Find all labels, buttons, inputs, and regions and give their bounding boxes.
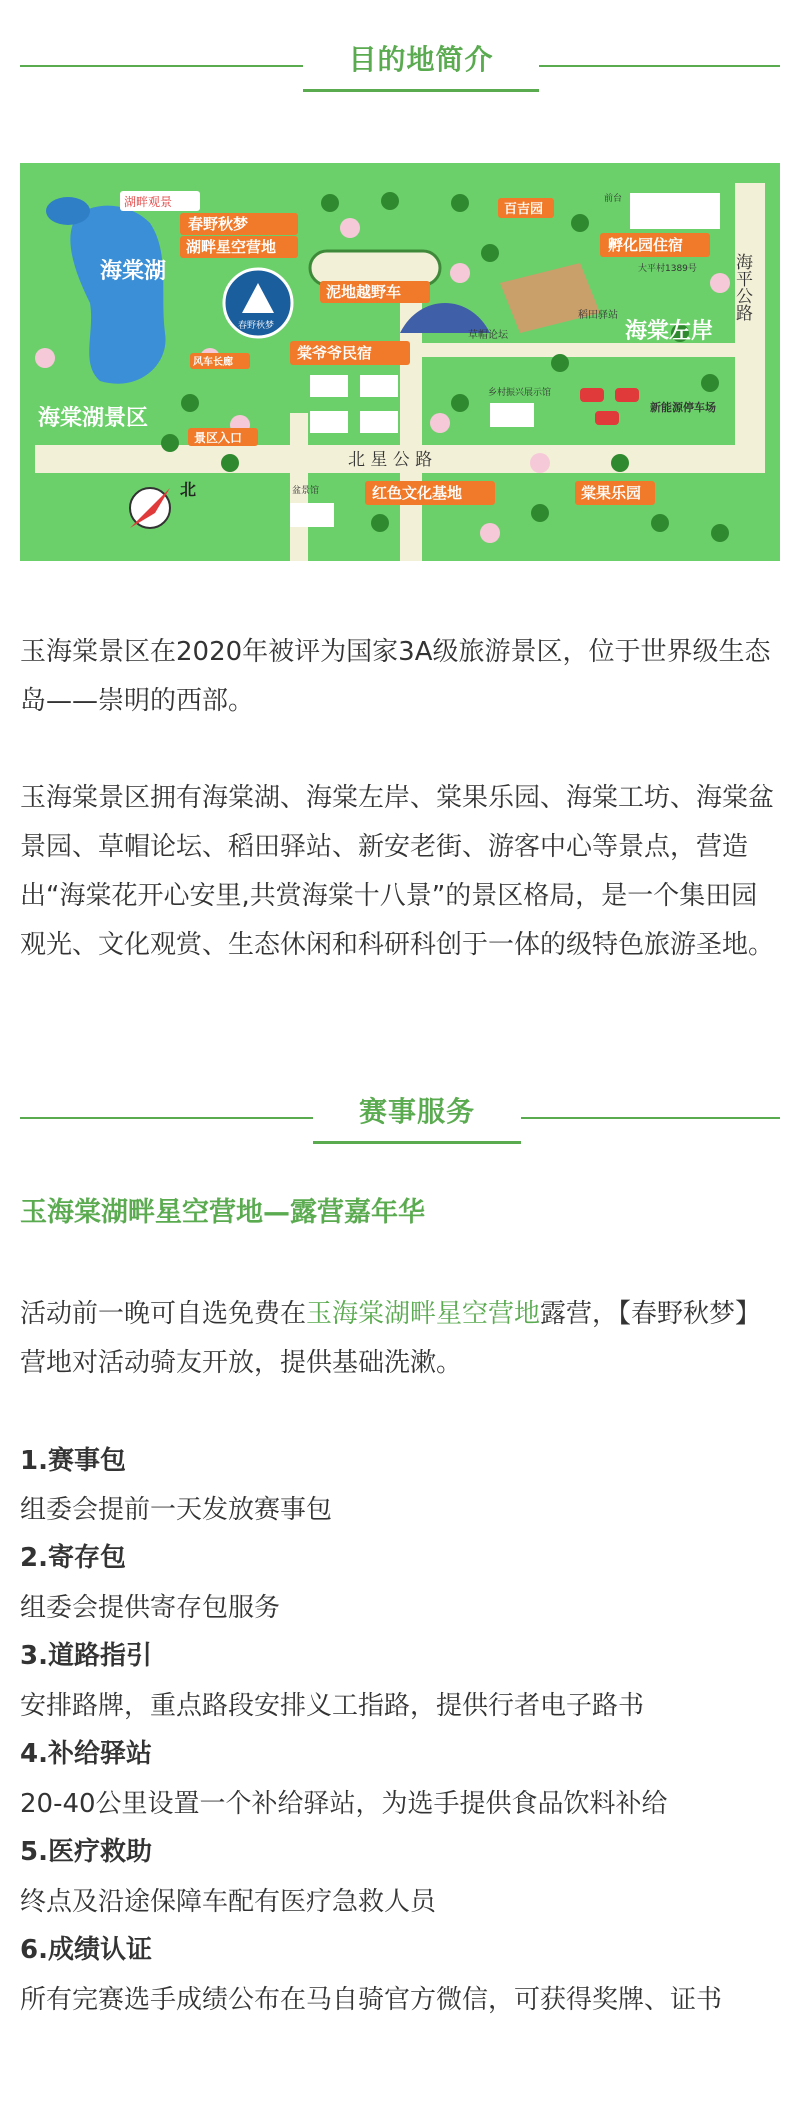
label-address: 大平村1389号 (638, 264, 697, 274)
label-chunye: 春野秋梦 (188, 215, 249, 233)
label-road-h: 北 星 公 路 (348, 450, 433, 470)
label-ev: 新能源停车场 (650, 401, 716, 414)
map-svg (20, 163, 780, 561)
camp-subtitle: 玉海棠湖畔星空营地—露营嘉年华 (20, 1197, 425, 1228)
camp-logo-text: 春野秋梦 (238, 321, 275, 331)
road-vertical (735, 183, 765, 473)
section-header-intro (20, 30, 780, 90)
label-red-base: 红色文化基地 (372, 484, 463, 502)
service-desc-3: 安排路牌，重点路段安排义工指路，提供行者电子路书 (20, 1691, 645, 1721)
title-underline (313, 1141, 521, 1144)
section-title: 赛事服务 (358, 1095, 475, 1128)
label-homestay: 棠爷爷民宿 (297, 344, 373, 362)
label-baijiyuan: 百吉园 (504, 202, 544, 217)
section-title-wrap (303, 40, 539, 92)
lake-label: 海棠湖 (100, 259, 167, 284)
road-middle (400, 263, 422, 561)
label-lake-area: 海棠湖景区 (38, 406, 149, 431)
label-orchard: 棠果乐园 (581, 484, 642, 502)
service-title-3: 3.道路指引 (20, 1641, 152, 1671)
lake-shape (70, 206, 165, 384)
divider-line-left (20, 65, 303, 67)
scenic-area-map (20, 163, 780, 561)
section-header-services (20, 1082, 780, 1142)
label-farm-stay: 孵化园住宿 (608, 236, 684, 254)
label-front-desk: 前台 (604, 194, 623, 204)
divider-line-right (521, 1117, 780, 1119)
service-desc-6: 所有完赛选手成绩公布在马自骑官方微信，可获得奖牌、证书 (20, 1985, 723, 2015)
divider-line-left (20, 1117, 313, 1119)
service-title-6: 6.成绩认证 (20, 1935, 152, 1965)
road-inner (420, 343, 740, 357)
mud-track (310, 251, 440, 285)
label-road-v: 海平公路 (732, 253, 752, 321)
label-lake-view: 湖畔观景 (124, 195, 173, 209)
label-mud: 泥地越野车 (326, 283, 402, 301)
intro-paragraph-2: 玉海棠景区拥有海棠湖、海棠左岸、棠果乐园、海棠工坊、海棠盆景园、草帽论坛、稻田驿站、新安老街、游客中心等景点，营造出“海棠花开心安里,共赏海棠十八景”的景区格局，是一个集田园观光、文化观赏、生态休闲和科研科创于一体的级特色旅游圣地。 (20, 783, 775, 960)
service-title-1: 1.赛事包 (20, 1446, 126, 1476)
label-forum: 草帽论坛 (468, 330, 508, 341)
service-title-2: 2.寄存包 (20, 1543, 126, 1573)
label-entrance: 景区入口 (194, 431, 243, 445)
camp-description (20, 1290, 780, 1388)
label-left-bank: 海棠左岸 (625, 319, 714, 344)
service-title-4: 4.补给驿站 (20, 1739, 152, 1769)
service-desc-2: 组委会提供寄存包服务 (20, 1593, 281, 1623)
label-village: 乡村振兴展示馆 (488, 388, 552, 398)
section-title: 目的地简介 (348, 43, 494, 76)
service-desc-5: 终点及沿途保障车配有医疗急救人员 (20, 1887, 437, 1917)
label-windmill: 风车长廊 (193, 357, 233, 368)
divider-line-right (539, 65, 780, 67)
north-label: 北 (180, 480, 197, 499)
camp-link[interactable]: 玉海棠湖畔星空营地 (306, 1299, 541, 1329)
service-desc-4: 20-40公里设置一个补给驿站，为选手提供食品饮料补给 (20, 1789, 668, 1819)
label-bonsai: 盆景馆 (292, 486, 320, 496)
title-underline (303, 89, 539, 92)
service-desc-1: 组委会提前一天发放赛事包 (20, 1495, 333, 1525)
service-title-5: 5.医疗救助 (20, 1837, 152, 1867)
pond-shape (46, 197, 90, 225)
camp-desc-text-1: 活动前一晚可自选免费在 (20, 1299, 307, 1329)
parking-cars (580, 388, 639, 425)
label-camp: 湖畔星空营地 (186, 238, 277, 256)
intro-paragraph-1: 玉海棠景区在2020年被评为国家3A级旅游景区，位于世界级生态岛——崇明的西部。 (20, 637, 771, 716)
label-station: 稻田驿站 (578, 310, 618, 321)
camp-desc-text-2: 露营，【春野秋梦】营地对活动骑友开放，提供基础洗漱。 (20, 1299, 762, 1378)
section-title-wrap (313, 1092, 521, 1144)
wooden-building (500, 263, 600, 333)
